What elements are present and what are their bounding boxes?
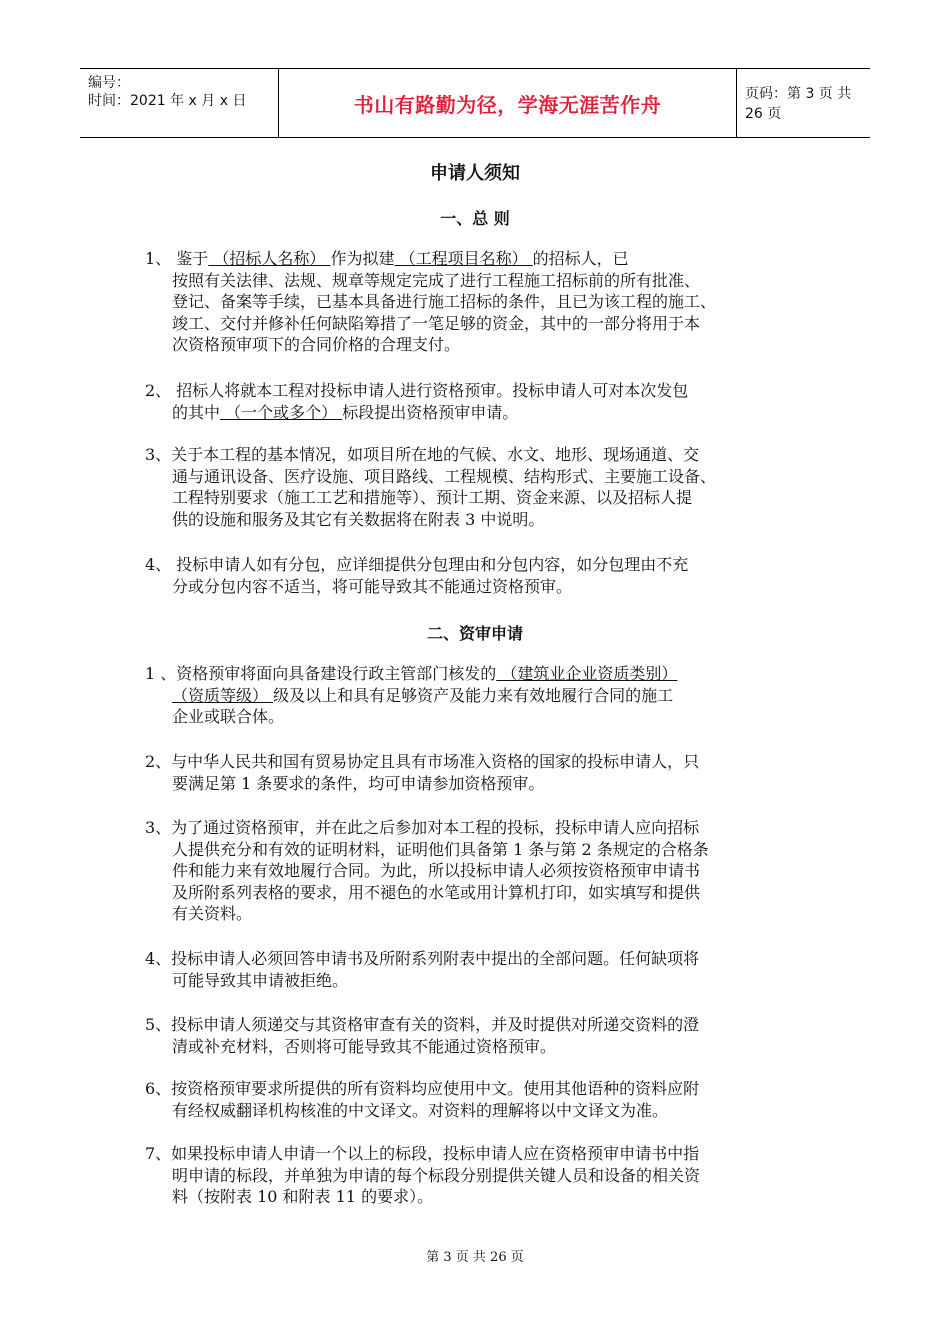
- paragraph-3: [145, 444, 825, 530]
- paragraph-line: 料（按附表 10 和附表 11 的要求）。: [172, 1187, 434, 1207]
- paragraph-4: [145, 554, 825, 597]
- paragraph-line: 3、为了通过资格预审，并在此之后参加对本工程的投标，投标申请人应向招标: [145, 818, 700, 837]
- section-heading-general: 一、总 则: [440, 209, 510, 228]
- paragraph-line: 通与通讯设备、医疗设施、项目路线、工程规模、结构形式、主要施工设备、: [172, 466, 717, 486]
- clause-3: [145, 817, 825, 925]
- paragraph-line: 可能导致其申请被拒绝。: [172, 970, 349, 990]
- paragraph-line: 登记、备案等手续，已基本具备进行施工招标的条件，且已为该工程的施工、: [172, 292, 717, 312]
- header-meta-cell: [80, 69, 279, 137]
- blank-project-name: （工程项目名称）: [394, 249, 533, 268]
- section-heading-application: 二、资审申请: [426, 624, 523, 643]
- paragraph-2: [145, 380, 825, 423]
- paragraph-line: 清或补充材料，否则将可能导致其不能通过资格预审。: [172, 1036, 557, 1056]
- paragraph-line: 件和能力来有效地履行合同。为此，所以投标申请人必须按资格预审申请书: [172, 861, 701, 881]
- number-label: 编号：: [88, 75, 130, 91]
- paragraph-line: 有经权威翻译机构核准的中文译文。对资料的理解将以中文译文为准。: [172, 1100, 669, 1120]
- clause-7: [145, 1143, 825, 1208]
- blank-lot-count: （一个或多个）: [220, 402, 343, 422]
- paragraph-line: 4、 投标申请人如有分包，应详细提供分包理由和分包内容，如分包理由不充: [145, 555, 689, 574]
- paragraph-line: 企业或联合体。: [172, 707, 285, 727]
- text: 级及以上和具有足够资产及能力来有效地履行合同的施工: [273, 685, 674, 705]
- paragraph-line: 3、关于本工程的基本情况，如项目所在地的气候、水文、地形、现场通道、交: [145, 445, 700, 464]
- paragraph-line: 竣工、交付并修补任何缺陷筹措了一笔足够的资金，其中的一部分将用于本: [172, 313, 701, 333]
- paragraph-line: 4、投标申请人必须回答申请书及所附系列附表中提出的全部问题。任何缺项将: [145, 949, 700, 968]
- header-motto-cell: [279, 69, 737, 137]
- clause-2: [145, 751, 825, 794]
- paragraph-line: 次资格预审项下的合同价格的合理支付。: [172, 335, 461, 355]
- paragraph-line: 有关资料。: [172, 904, 253, 924]
- blank-tenderer-name: （招标人名称）: [208, 249, 331, 268]
- blank-qualification-grade: （资质等级）: [172, 685, 274, 705]
- paragraph-1: [145, 248, 825, 356]
- clause-6: [145, 1078, 825, 1121]
- blank-qualification-type: （建筑业企业资质类别）: [496, 664, 678, 683]
- header-page-cell: [737, 69, 870, 137]
- header-table: [80, 68, 870, 138]
- page-footer: 第 3 页 共 26 页: [426, 1250, 524, 1265]
- motto: 书山有路勤为径，学海无涯苦作舟: [353, 92, 662, 117]
- paragraph-line: 5、投标申请人须递交与其资格审查有关的资料，并及时提供对所递交资料的澄: [145, 1015, 700, 1034]
- page-label: 页码：第 3 页 共 26 页: [745, 86, 852, 122]
- paragraph-line: 7、如果投标申请人申请一个以上的标段，投标申请人应在资格预审申请书中指: [145, 1144, 700, 1163]
- date-label: 时间：2021 年 x 月 x 日: [88, 93, 247, 109]
- text: 1 、资格预审将面向具备建设行政主管部门核发的: [145, 664, 497, 683]
- text: 的其中: [172, 402, 221, 422]
- paragraph-line: 及所附系列表格的要求，用不褪色的水笔或用计算机打印，如实填写和提供: [172, 882, 701, 902]
- clause-4: [145, 948, 825, 991]
- paragraph-line: 6、按资格预审要求所提供的所有资料均应使用中文。使用其他语种的资料应附: [145, 1079, 700, 1098]
- clause-1: [145, 663, 825, 728]
- text: 标段提出资格预审申请。: [342, 402, 519, 422]
- text: 1、 鉴于: [145, 249, 209, 268]
- paragraph-line: 分或分包内容不适当，将可能导致其不能通过资格预审。: [172, 576, 573, 596]
- paragraph-line: 按照有关法律、法规、规章等规定完成了进行工程施工招标前的所有批准、: [172, 270, 701, 290]
- paragraph-line: 人提供充分和有效的证明材料，证明他们具备第 1 条与第 2 条规定的合格条: [172, 839, 709, 859]
- paragraph-line: 2、 招标人将就本工程对投标申请人进行资格预审。投标申请人可对本次发包: [145, 381, 689, 400]
- paragraph-line: 要满足第 1 条要求的条件，均可申请参加资格预审。: [172, 773, 545, 793]
- paragraph-line: 2、与中华人民共和国有贸易协定且具有市场准入资格的国家的投标申请人，只: [145, 752, 700, 771]
- text: 作为拟建: [330, 249, 395, 268]
- paragraph-line: 明申请的标段，并单独为申请的每个标段分别提供关键人员和设备的相关资: [172, 1165, 701, 1185]
- document-title: 申请人须知: [430, 163, 520, 184]
- paragraph-line: 工程特别要求（施工工艺和措施等）、预计工期、资金来源、以及招标人提: [172, 488, 693, 508]
- text: 的招标人，已: [532, 249, 629, 268]
- paragraph-line: 供的设施和服务及其它有关数据将在附表 3 中说明。: [172, 509, 545, 529]
- clause-5: [145, 1014, 825, 1057]
